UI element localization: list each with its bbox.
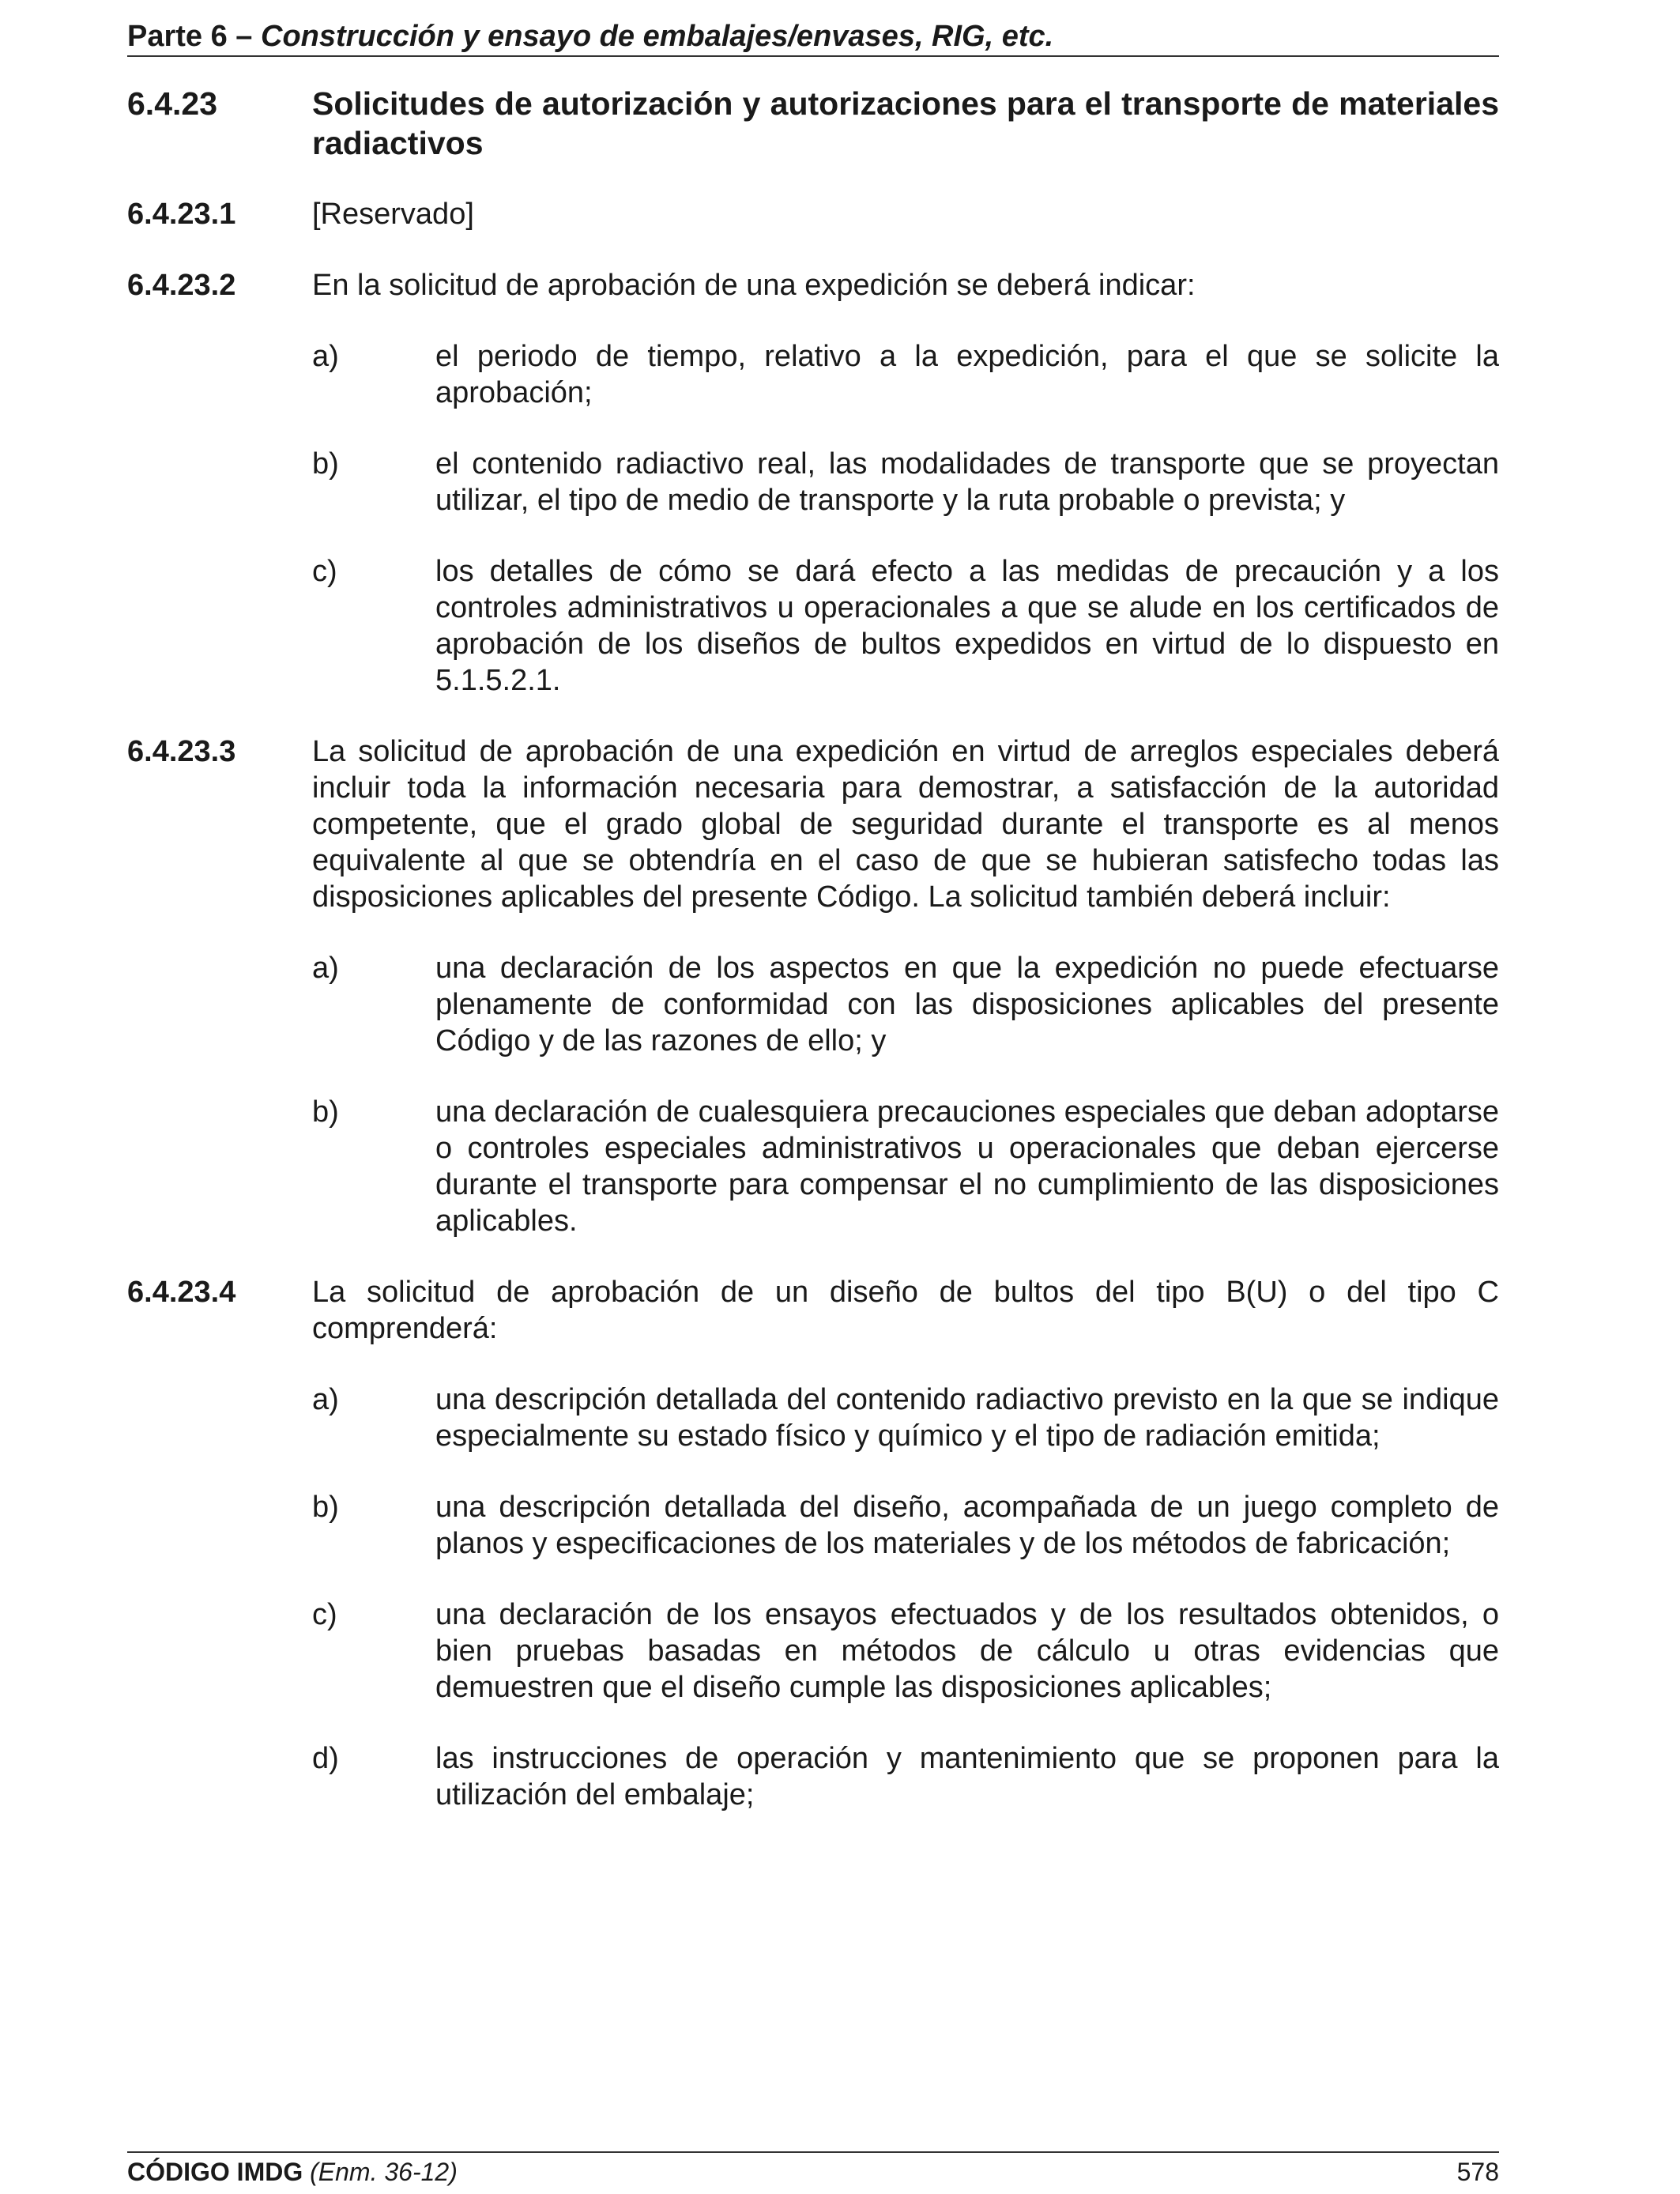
header-title: Construcción y ensayo de embalajes/envases, RIG, etc.	[261, 20, 1054, 53]
list-item-text: los detalles de cómo se dará efecto a las medidas de precaución y a los controles administrativos u operacionales a que se alude en los certificados de aprobación de los diseños de bultos expedidos en virtud de lo dispuesto en 5.1.5.2.1.	[435, 555, 1499, 697]
list-item-label: a)	[312, 1383, 339, 1416]
page-number: 578	[1456, 2158, 1499, 2186]
running-footer	[127, 2154, 1499, 2189]
running-header	[127, 17, 1499, 55]
list-item	[312, 1489, 1499, 1562]
paragraph-text: En la solicitud de aprobación de una expedición se deberá indicar:	[312, 269, 1196, 302]
list-item-text: una declaración de los ensayos efectuados y de los resultados obtenidos, o bien pruebas basadas en métodos de cálculo u otras evidencias que demuestren que el diseño cumple las disposiciones aplicables;	[435, 1598, 1499, 1704]
list-item-text: una declaración de cualesquiera precauciones especiales que deban adoptarse o controles especiales administrativos u operacionales que deban ejercerse durante el transporte para compensar el no cumplimiento de las disposiciones aplicables.	[435, 1095, 1499, 1238]
list-item-label: b)	[312, 1095, 339, 1129]
list-item-label: b)	[312, 447, 339, 481]
list-item-label: c)	[312, 555, 337, 588]
list-item	[312, 338, 1499, 411]
list-item	[312, 950, 1499, 1059]
paragraph-number: 6.4.23.3	[127, 735, 236, 768]
footer-amendment: (Enm. 36-12)	[310, 2158, 458, 2186]
paragraph-6-4-23-2	[127, 267, 1499, 303]
list-item-text: una descripción detallada del contenido radiactivo previsto en la que se indique especialmente su estado físico y químico y el tipo de radiación emitida;	[435, 1383, 1499, 1453]
document-body	[127, 84, 1499, 1813]
header-rule	[127, 55, 1499, 57]
paragraph-6-4-23-1	[127, 196, 1499, 232]
list-item	[312, 553, 1499, 699]
paragraph-number: 6.4.23.2	[127, 269, 236, 302]
section-title: Solicitudes de autorización y autorizaciones para el transporte de materiales radiactivos	[312, 85, 1499, 161]
footer-rule	[127, 2151, 1499, 2153]
list-item	[312, 446, 1499, 518]
footer-source	[127, 2154, 458, 2189]
paragraph-text: La solicitud de aprobación de una expedición en virtud de arreglos especiales deberá incluir toda la información necesaria para demostrar, a satisfacción de la autoridad competente, que el grado global de seguridad durante el transporte es al menos equivalente al que se obtendría en el caso de que se hubieran satisfecho todas las disposiciones aplicables del presente Código. La solicitud también deberá incluir:	[312, 735, 1499, 914]
list-item	[312, 1382, 1499, 1454]
list-item	[312, 1740, 1499, 1813]
header-part: Parte 6 –	[127, 20, 253, 53]
paragraph-6-4-23-4	[127, 1274, 1499, 1347]
list-item-label: d)	[312, 1742, 339, 1775]
list-item-text: el periodo de tiempo, relativo a la expedición, para el que se solicite la aprobación;	[435, 340, 1499, 409]
paragraph-text: La solicitud de aprobación de un diseño de bultos del tipo B(U) o del tipo C comprenderá:	[312, 1276, 1499, 1345]
section-heading	[127, 84, 1499, 163]
paragraph-6-4-23-3	[127, 733, 1499, 915]
paragraph-number: 6.4.23.4	[127, 1276, 236, 1309]
list-item-label: a)	[312, 952, 339, 985]
paragraph-number: 6.4.23.1	[127, 198, 236, 231]
paragraph-text: [Reservado]	[312, 198, 474, 231]
list-item-label: c)	[312, 1598, 337, 1631]
list-item	[312, 1596, 1499, 1706]
list-item-label: b)	[312, 1491, 339, 1524]
list-item-text: las instrucciones de operación y mantenimiento que se proponen para la utilización del embalaje;	[435, 1742, 1499, 1811]
list-item-text: el contenido radiactivo real, las modalidades de transporte que se proyectan utilizar, el tipo de medio de transporte y la ruta probable o prevista; y	[435, 447, 1499, 517]
list-item	[312, 1094, 1499, 1239]
list-item-text: una declaración de los aspectos en que la expedición no puede efectuarse plenamente de conformidad con las disposiciones aplicables del presente Código y de las razones de ello; y	[435, 952, 1499, 1057]
list-item-text: una descripción detallada del diseño, acompañada de un juego completo de planos y especificaciones de los materiales y de los métodos de fabricación;	[435, 1491, 1499, 1560]
list-item-label: a)	[312, 340, 339, 373]
section-number: 6.4.23	[127, 85, 217, 122]
footer-code: CÓDIGO IMDG	[127, 2158, 303, 2186]
